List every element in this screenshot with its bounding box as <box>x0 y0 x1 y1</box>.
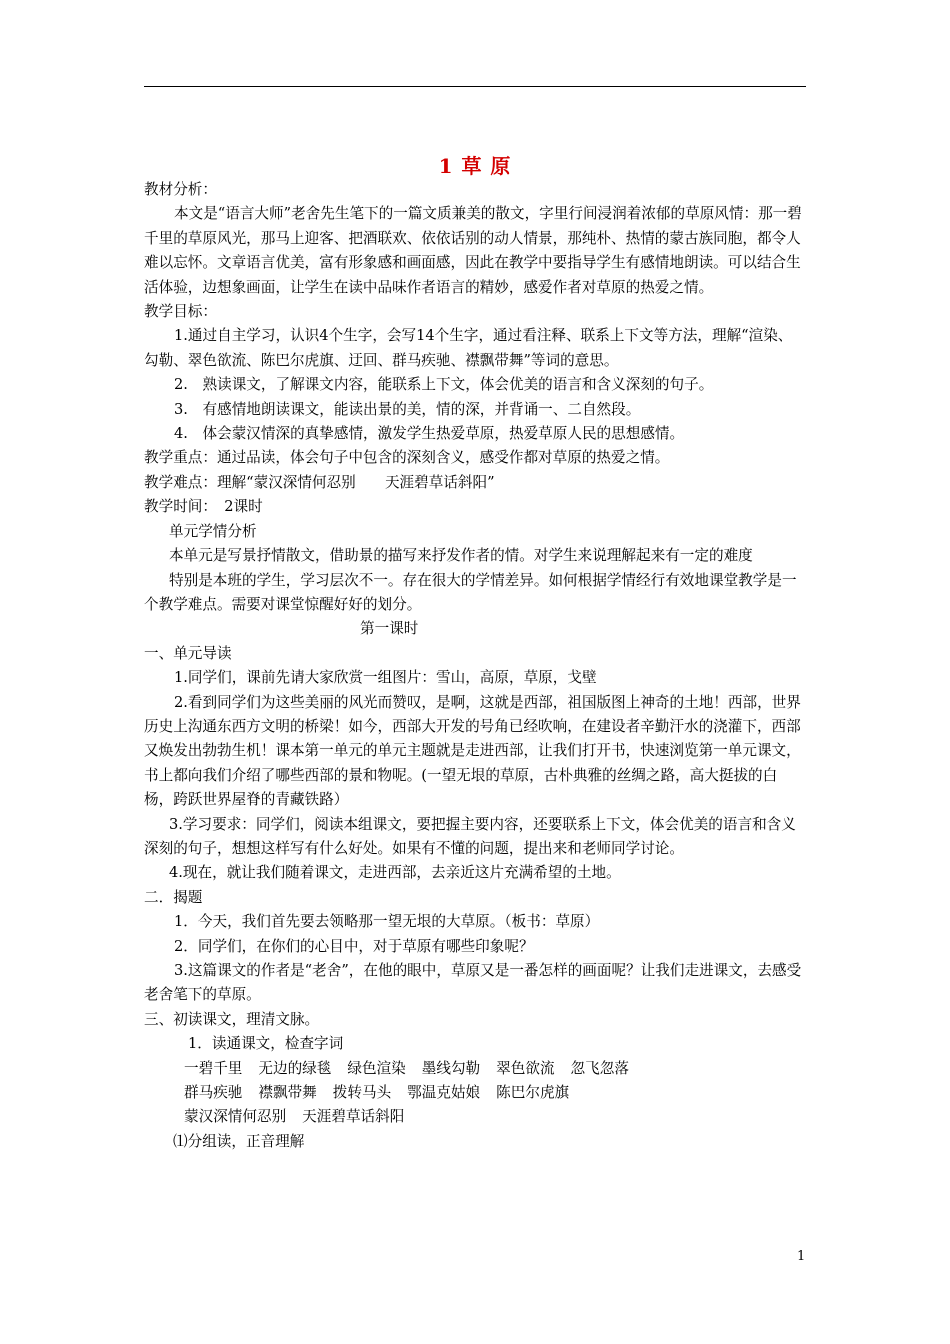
paragraph: 教学重点：通过品读，体会句子中包含的深刻含义，感受作都对草原的热爱之情。 <box>144 449 670 467</box>
document-body <box>144 178 806 1154</box>
vocab-word: 蒙汉深情何忍别 <box>184 1108 287 1126</box>
vocab-word: 绿色渲染 <box>347 1059 406 1077</box>
paragraph: 2.看到同学们为这些美丽的风光而赞叹，是啊，这就是西部，祖国版图上神奇的土地！西部，世界历史上沟通东西方文明的桥梁！如今，西部大开发的号角已经吹响，在建设者辛勤汗水的浇灌下，西部又焕发出勃勃生机！课本第一单元的单元主题就是走进西部，让我们打开书，快速浏览第一单元课文，书上都向我们介绍了哪些西部的景和物呢。(一望无垠的草原，古朴典雅的丝绸之路，高大挺拔的白杨，跨跃世界屋脊的青藏铁路） <box>144 693 801 809</box>
word-row <box>144 1081 806 1105</box>
section-heading: 教学目标： <box>144 303 217 321</box>
vocab-word: 一碧千里 <box>184 1059 243 1077</box>
word-row <box>144 1105 806 1129</box>
section-heading: 单元学情分析 <box>169 522 257 540</box>
vocab-word: 翠色欲流 <box>496 1059 555 1077</box>
paragraph: 2．同学们，在你们的心目中，对于草原有哪些印象呢？ <box>174 937 534 955</box>
header-rule <box>144 86 806 87</box>
paragraph: 1.通过自主学习，认识4个生字，会写14个生字，通过看注释、联系上下文等方法，理解“渲染、勾勒、翠色欲流、陈巴尔虎旗、迂回、群马疾驰、襟飘带舞”等词的意思。 <box>144 327 793 369</box>
vocab-word: 无边的绿毯 <box>258 1059 332 1077</box>
paragraph: 3. 有感情地朗读课文，能读出景的美，情的深，并背诵一、二自然段。 <box>174 400 641 418</box>
paragraph: 本文是“语言大师”老舍先生笔下的一篇文质兼美的散文，字里行间浸润着浓郁的草原风情：那一碧千里的草原风光，那马上迎客、把酒联欢、依依话别的动人情景，那纯朴、热情的蒙古族同胞，都令人难以忘怀。文章语言优美，富有形象感和画面感，因此在教学中要指导学生有感情地朗读。可以结合生活体验，边想象画面，让学生在读中品味作者语言的精妙，感爱作者对草原的热爱之情。 <box>144 205 802 296</box>
lesson-heading: 第一课时 <box>360 620 419 638</box>
vocab-word: 拨转马头 <box>332 1084 392 1102</box>
paragraph: 1．今天，我们首先要去领略那一望无垠的大草原。（板书：草原） <box>174 913 600 931</box>
paragraph: 2. 熟读课文，了解课文内容，能联系上下文，体会优美的语言和含义深刻的句子。 <box>174 376 714 394</box>
vocab-word: 陈巴尔虎旗 <box>496 1084 570 1102</box>
section-heading: 二．揭题 <box>144 888 203 906</box>
page-number: 1 <box>797 1249 806 1264</box>
page-title: 1 草 原 <box>438 154 512 178</box>
paragraph: 3.学习要求：同学们，阅读本组课文，要把握主要内容，还要联系上下文，体会优美的语言和含义深刻的句子，想想这样写有什么好处。如果有不懂的问题，提出来和老师同学讨论。 <box>144 815 796 857</box>
vocab-word: 忽飞忽落 <box>570 1059 629 1077</box>
paragraph: 4.现在，就让我们随着课文，走进西部，去亲近这片充满希望的土地。 <box>169 864 621 882</box>
paragraph: 3.这篇课文的作者是“老舍”，在他的眼中，草原又是一番怎样的画面呢？让我们走进课文，去感受老舍笔下的草原。 <box>144 962 802 1004</box>
paragraph: 教学难点：理解“蒙汉深情何忍别 天涯碧草话斜阳” <box>144 473 495 491</box>
vocab-word: 墨线勾勒 <box>421 1059 481 1077</box>
word-row <box>144 1057 806 1081</box>
section-heading: 三、初读课文，理清文脉。 <box>144 1010 320 1028</box>
vocab-word: 襟飘带舞 <box>258 1084 317 1102</box>
paragraph: 1.同学们，课前先请大家欣赏一组图片：雪山，高原，草原，戈壁 <box>174 669 597 687</box>
vocab-word: 群马疾驰 <box>184 1084 243 1102</box>
paragraph: 特别是本班的学生，学习层次不一。存在很大的学情差异。如何根据学情经行有效地课堂教学是一个教学难点。需要对课堂惊醒好好的划分。 <box>144 571 797 613</box>
section-heading: 教材分析： <box>144 181 217 198</box>
paragraph: 4. 体会蒙汉情深的真挚感情，激发学生热爱草原，热爱草原人民的思想感情。 <box>174 425 685 443</box>
paragraph: 教学时间： 2课时 <box>144 498 263 516</box>
paragraph: 本单元是写景抒情散文，借助景的描写来抒发作者的情。对学生来说理解起来有一定的难度 <box>169 547 753 565</box>
vocab-word: 鄂温克姑娘 <box>407 1084 481 1102</box>
paragraph: 1．读通课文，检查字词 <box>188 1035 344 1053</box>
section-heading: 一、单元导读 <box>144 644 232 662</box>
paragraph: ⑴分组读，正音理解 <box>173 1132 305 1150</box>
vocab-word: 天涯碧草话斜阳 <box>302 1108 405 1126</box>
